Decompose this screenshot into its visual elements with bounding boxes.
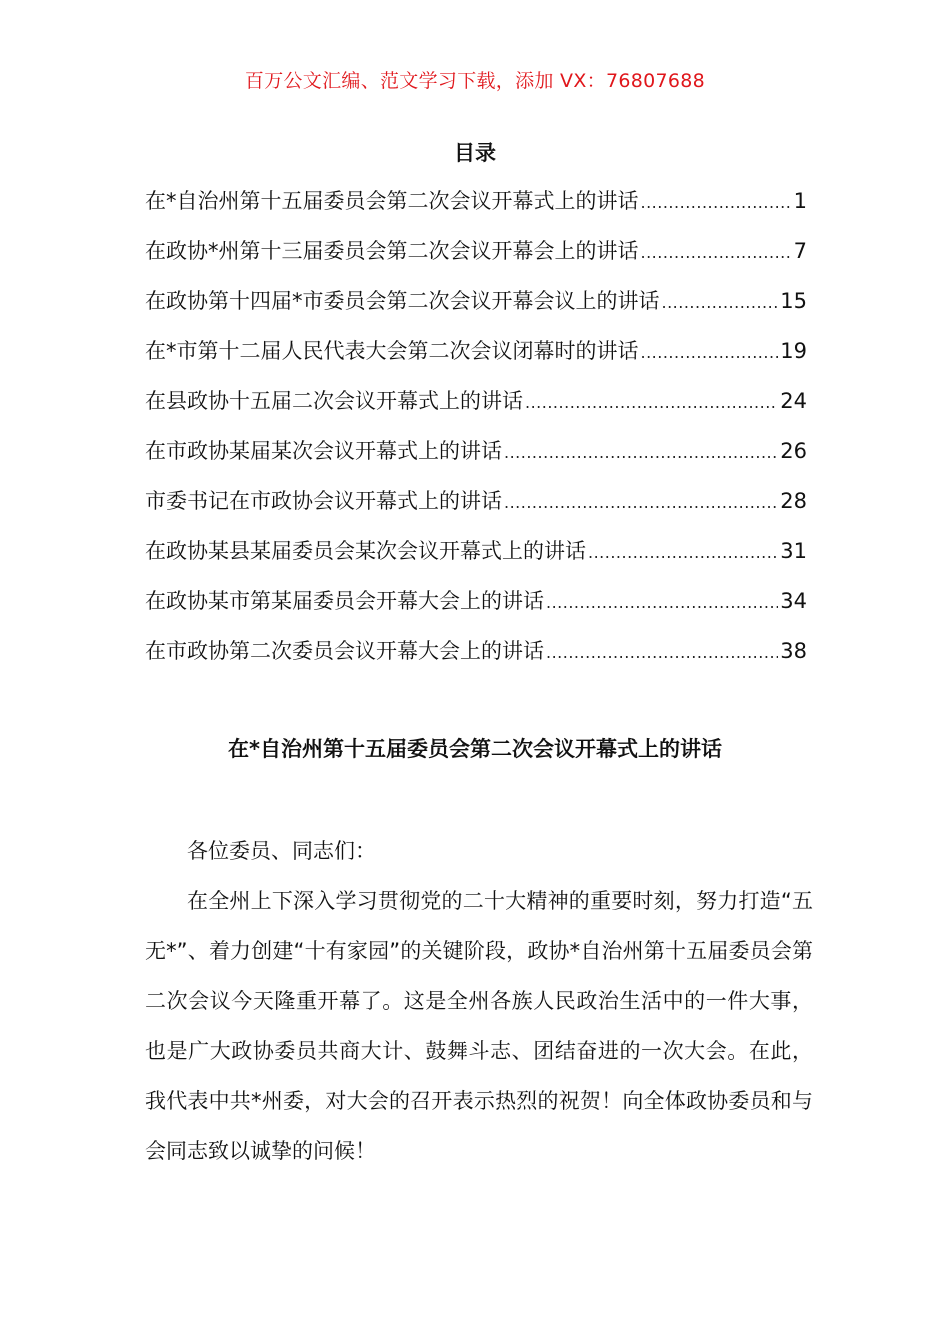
toc-leader-dots <box>546 633 778 673</box>
toc-entry-title: 在政协某市第某届委员会开幕大会上的讲话 <box>145 589 544 613</box>
toc-entry-title: 在市政协某届某次会议开幕式上的讲话 <box>145 439 502 463</box>
toc-entry-title: 在*自治州第十五届委员会第二次会议开幕式上的讲话 <box>145 189 639 213</box>
toc-entry-title: 在政协*州第十三届委员会第二次会议开幕会上的讲话 <box>145 239 639 263</box>
toc-leader-dots <box>641 233 792 273</box>
speech-paragraph: 在全州上下深入学习贯彻党的二十大精神的重要时刻，努力打造“五无*”、着力创建“十有家园”的关键阶段，政协*自治州第十五届委员会第二次会议今天隆重开幕了。这是全州各族人民政治生活中的一件大事，也是广大政协委员共商大计、鼓舞斗志、团结奋进的一次大会。在此，我代表中共*州委，对大会的召开表示热烈的祝贺！向全体政协委员和与会同志致以诚挚的问候！ <box>145 889 813 1163</box>
toc-leader-dots <box>546 583 778 623</box>
toc-entry[interactable] <box>145 631 807 681</box>
toc-leader-dots <box>641 333 779 373</box>
speech-title: 在*自治州第十五届委员会第二次会议开幕式上的讲话 <box>228 737 722 761</box>
toc-entry[interactable] <box>145 381 807 431</box>
toc-entry-page: 28 <box>780 489 807 513</box>
table-of-contents <box>145 181 807 681</box>
toc-entry[interactable] <box>145 481 807 531</box>
toc-entry-title: 在县政协十五届二次会议开幕式上的讲话 <box>145 389 523 413</box>
toc-leader-dots <box>504 483 778 523</box>
toc-entry-title: 在市政协第二次委员会议开幕大会上的讲话 <box>145 639 544 663</box>
toc-leader-dots <box>504 433 778 473</box>
toc-title: 目录 <box>454 141 496 165</box>
toc-entry-title: 市委书记在市政协会议开幕式上的讲话 <box>145 489 502 513</box>
toc-entry-title: 在政协第十四届*市委员会第二次会议开幕会议上的讲话 <box>145 289 660 313</box>
toc-entry[interactable] <box>145 531 807 581</box>
toc-entry-page: 19 <box>780 339 807 363</box>
toc-entry[interactable] <box>145 331 807 381</box>
toc-entry[interactable] <box>145 181 807 231</box>
toc-leader-dots <box>525 383 778 423</box>
toc-entry-page: 34 <box>780 589 807 613</box>
speech-body <box>145 826 813 1176</box>
toc-leader-dots <box>662 283 779 323</box>
toc-entry-page: 1 <box>793 189 807 213</box>
toc-entry-title: 在*市第十二届人民代表大会第二次会议闭幕时的讲话 <box>145 339 639 363</box>
toc-entry-title: 在政协某县某届委员会某次会议开幕式上的讲话 <box>145 539 586 563</box>
header-contact-note: 百万公文汇编、范文学习下载，添加 VX：76807688 <box>244 70 706 92</box>
speech-salutation: 各位委员、同志们： <box>187 839 376 863</box>
toc-entry[interactable] <box>145 431 807 481</box>
toc-entry-page: 38 <box>780 639 807 663</box>
toc-entry-page: 31 <box>780 539 807 563</box>
toc-entry[interactable] <box>145 231 807 281</box>
toc-entry-page: 7 <box>793 239 807 263</box>
toc-entry[interactable] <box>145 581 807 631</box>
toc-entry-page: 15 <box>780 289 807 313</box>
toc-leader-dots <box>588 533 778 573</box>
toc-leader-dots <box>641 183 792 223</box>
toc-entry-page: 24 <box>780 389 807 413</box>
toc-entry-page: 26 <box>780 439 807 463</box>
toc-entry[interactable] <box>145 281 807 331</box>
